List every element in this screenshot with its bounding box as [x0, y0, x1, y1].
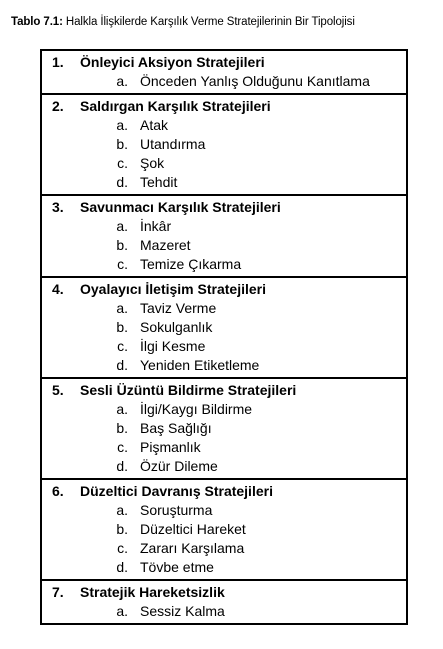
item-letter: a. — [116, 300, 128, 316]
item-letter: c. — [117, 338, 128, 354]
strategy-group — [42, 278, 406, 379]
item-letter: b. — [116, 136, 128, 152]
item-text: Baş Sağlığı — [140, 420, 212, 436]
group-number: 2. — [52, 98, 64, 114]
group-number: 6. — [52, 483, 64, 499]
item-letter: a. — [116, 117, 128, 133]
strategy-item — [42, 217, 406, 236]
item-letter: a. — [116, 603, 128, 619]
group-number: 3. — [52, 199, 64, 215]
strategy-group — [42, 379, 406, 480]
strategy-group-header — [42, 280, 406, 299]
item-text: Sokulganlık — [140, 319, 213, 335]
item-letter: d. — [116, 357, 128, 373]
item-text: Pişmanlık — [140, 439, 201, 455]
strategy-item — [42, 173, 406, 192]
group-title: Saldırgan Karşılık Stratejileri — [80, 98, 271, 114]
strategy-group — [42, 51, 406, 95]
strategy-item — [42, 520, 406, 539]
strategy-item — [42, 356, 406, 375]
item-text: Yeniden Etiketleme — [140, 357, 260, 373]
strategy-item — [42, 154, 406, 173]
strategy-group-header — [42, 482, 406, 501]
item-letter: b. — [116, 319, 128, 335]
strategy-item — [42, 135, 406, 154]
item-letter: a. — [116, 73, 128, 89]
strategy-group — [42, 196, 406, 278]
item-letter: d. — [116, 174, 128, 190]
strategy-item — [42, 255, 406, 274]
item-text: Sessiz Kalma — [140, 603, 225, 619]
item-letter: b. — [116, 237, 128, 253]
group-title: Önleyici Aksiyon Stratejileri — [80, 54, 265, 70]
strategy-item — [42, 318, 406, 337]
group-title: Stratejik Hareketsizlik — [80, 584, 225, 600]
strategy-group-header — [42, 381, 406, 400]
item-text: Utandırma — [140, 136, 206, 152]
group-number: 4. — [52, 281, 64, 297]
strategy-group-header — [42, 198, 406, 217]
group-number: 5. — [52, 382, 64, 398]
item-text: Şok — [140, 155, 165, 171]
group-title: Oyalayıcı İletişim Stratejileri — [80, 281, 266, 297]
group-title: Düzeltici Davranış Stratejileri — [80, 483, 273, 499]
item-letter: a. — [116, 502, 128, 518]
strategy-item — [42, 400, 406, 419]
group-number: 7. — [52, 584, 64, 600]
item-letter: d. — [116, 559, 128, 575]
item-text: Özür Dileme — [140, 458, 218, 474]
item-text: Atak — [140, 117, 169, 133]
strategy-group — [42, 581, 406, 625]
group-title: Savunmacı Karşılık Stratejileri — [80, 199, 281, 215]
strategy-group-header — [42, 583, 406, 602]
item-text: İlgi/Kaygı Bildirme — [140, 401, 253, 417]
strategy-item — [42, 539, 406, 558]
strategy-group-header — [42, 97, 406, 116]
item-text: Taviz Verme — [140, 300, 217, 316]
group-number: 1. — [52, 54, 64, 70]
item-letter: d. — [116, 458, 128, 474]
group-title: Sesli Üzüntü Bildirme Stratejileri — [80, 382, 297, 398]
strategy-group-header — [42, 53, 406, 72]
item-text: Soruşturma — [140, 502, 213, 518]
strategy-item — [42, 558, 406, 577]
item-letter: c. — [117, 439, 128, 455]
strategy-item — [42, 299, 406, 318]
strategy-item — [42, 438, 406, 457]
caption-label: Tablo 7.1: — [11, 16, 63, 28]
item-letter: c. — [117, 256, 128, 272]
item-text: Mazeret — [140, 237, 191, 253]
item-letter: c. — [117, 540, 128, 556]
strategy-group — [42, 480, 406, 581]
typology-table — [40, 49, 408, 625]
item-text: Tehdit — [140, 174, 178, 190]
item-text: İlgi Kesme — [140, 338, 206, 354]
strategy-group — [42, 95, 406, 196]
strategy-item — [42, 501, 406, 520]
item-letter: b. — [116, 420, 128, 436]
table-caption — [11, 16, 436, 28]
item-letter: b. — [116, 521, 128, 537]
strategy-item — [42, 602, 406, 621]
item-text: Zararı Karşılama — [140, 540, 245, 556]
strategy-item — [42, 236, 406, 255]
strategy-item — [42, 419, 406, 438]
strategy-item — [42, 337, 406, 356]
item-text: Tövbe etme — [140, 559, 214, 575]
item-text: İnkâr — [140, 218, 172, 234]
item-letter: a. — [116, 401, 128, 417]
strategy-item — [42, 457, 406, 476]
strategy-item — [42, 116, 406, 135]
item-letter: a. — [116, 218, 128, 234]
item-text: Düzeltici Hareket — [140, 521, 246, 537]
caption-text: Halkla İlişkilerde Karşılık Verme Stratejilerinin Bir Tipolojisi — [62, 16, 355, 28]
strategy-item — [42, 72, 406, 91]
item-letter: c. — [117, 155, 128, 171]
item-text: Önceden Yanlış Olduğunu Kanıtlama — [140, 73, 370, 89]
item-text: Temize Çıkarma — [140, 256, 242, 272]
